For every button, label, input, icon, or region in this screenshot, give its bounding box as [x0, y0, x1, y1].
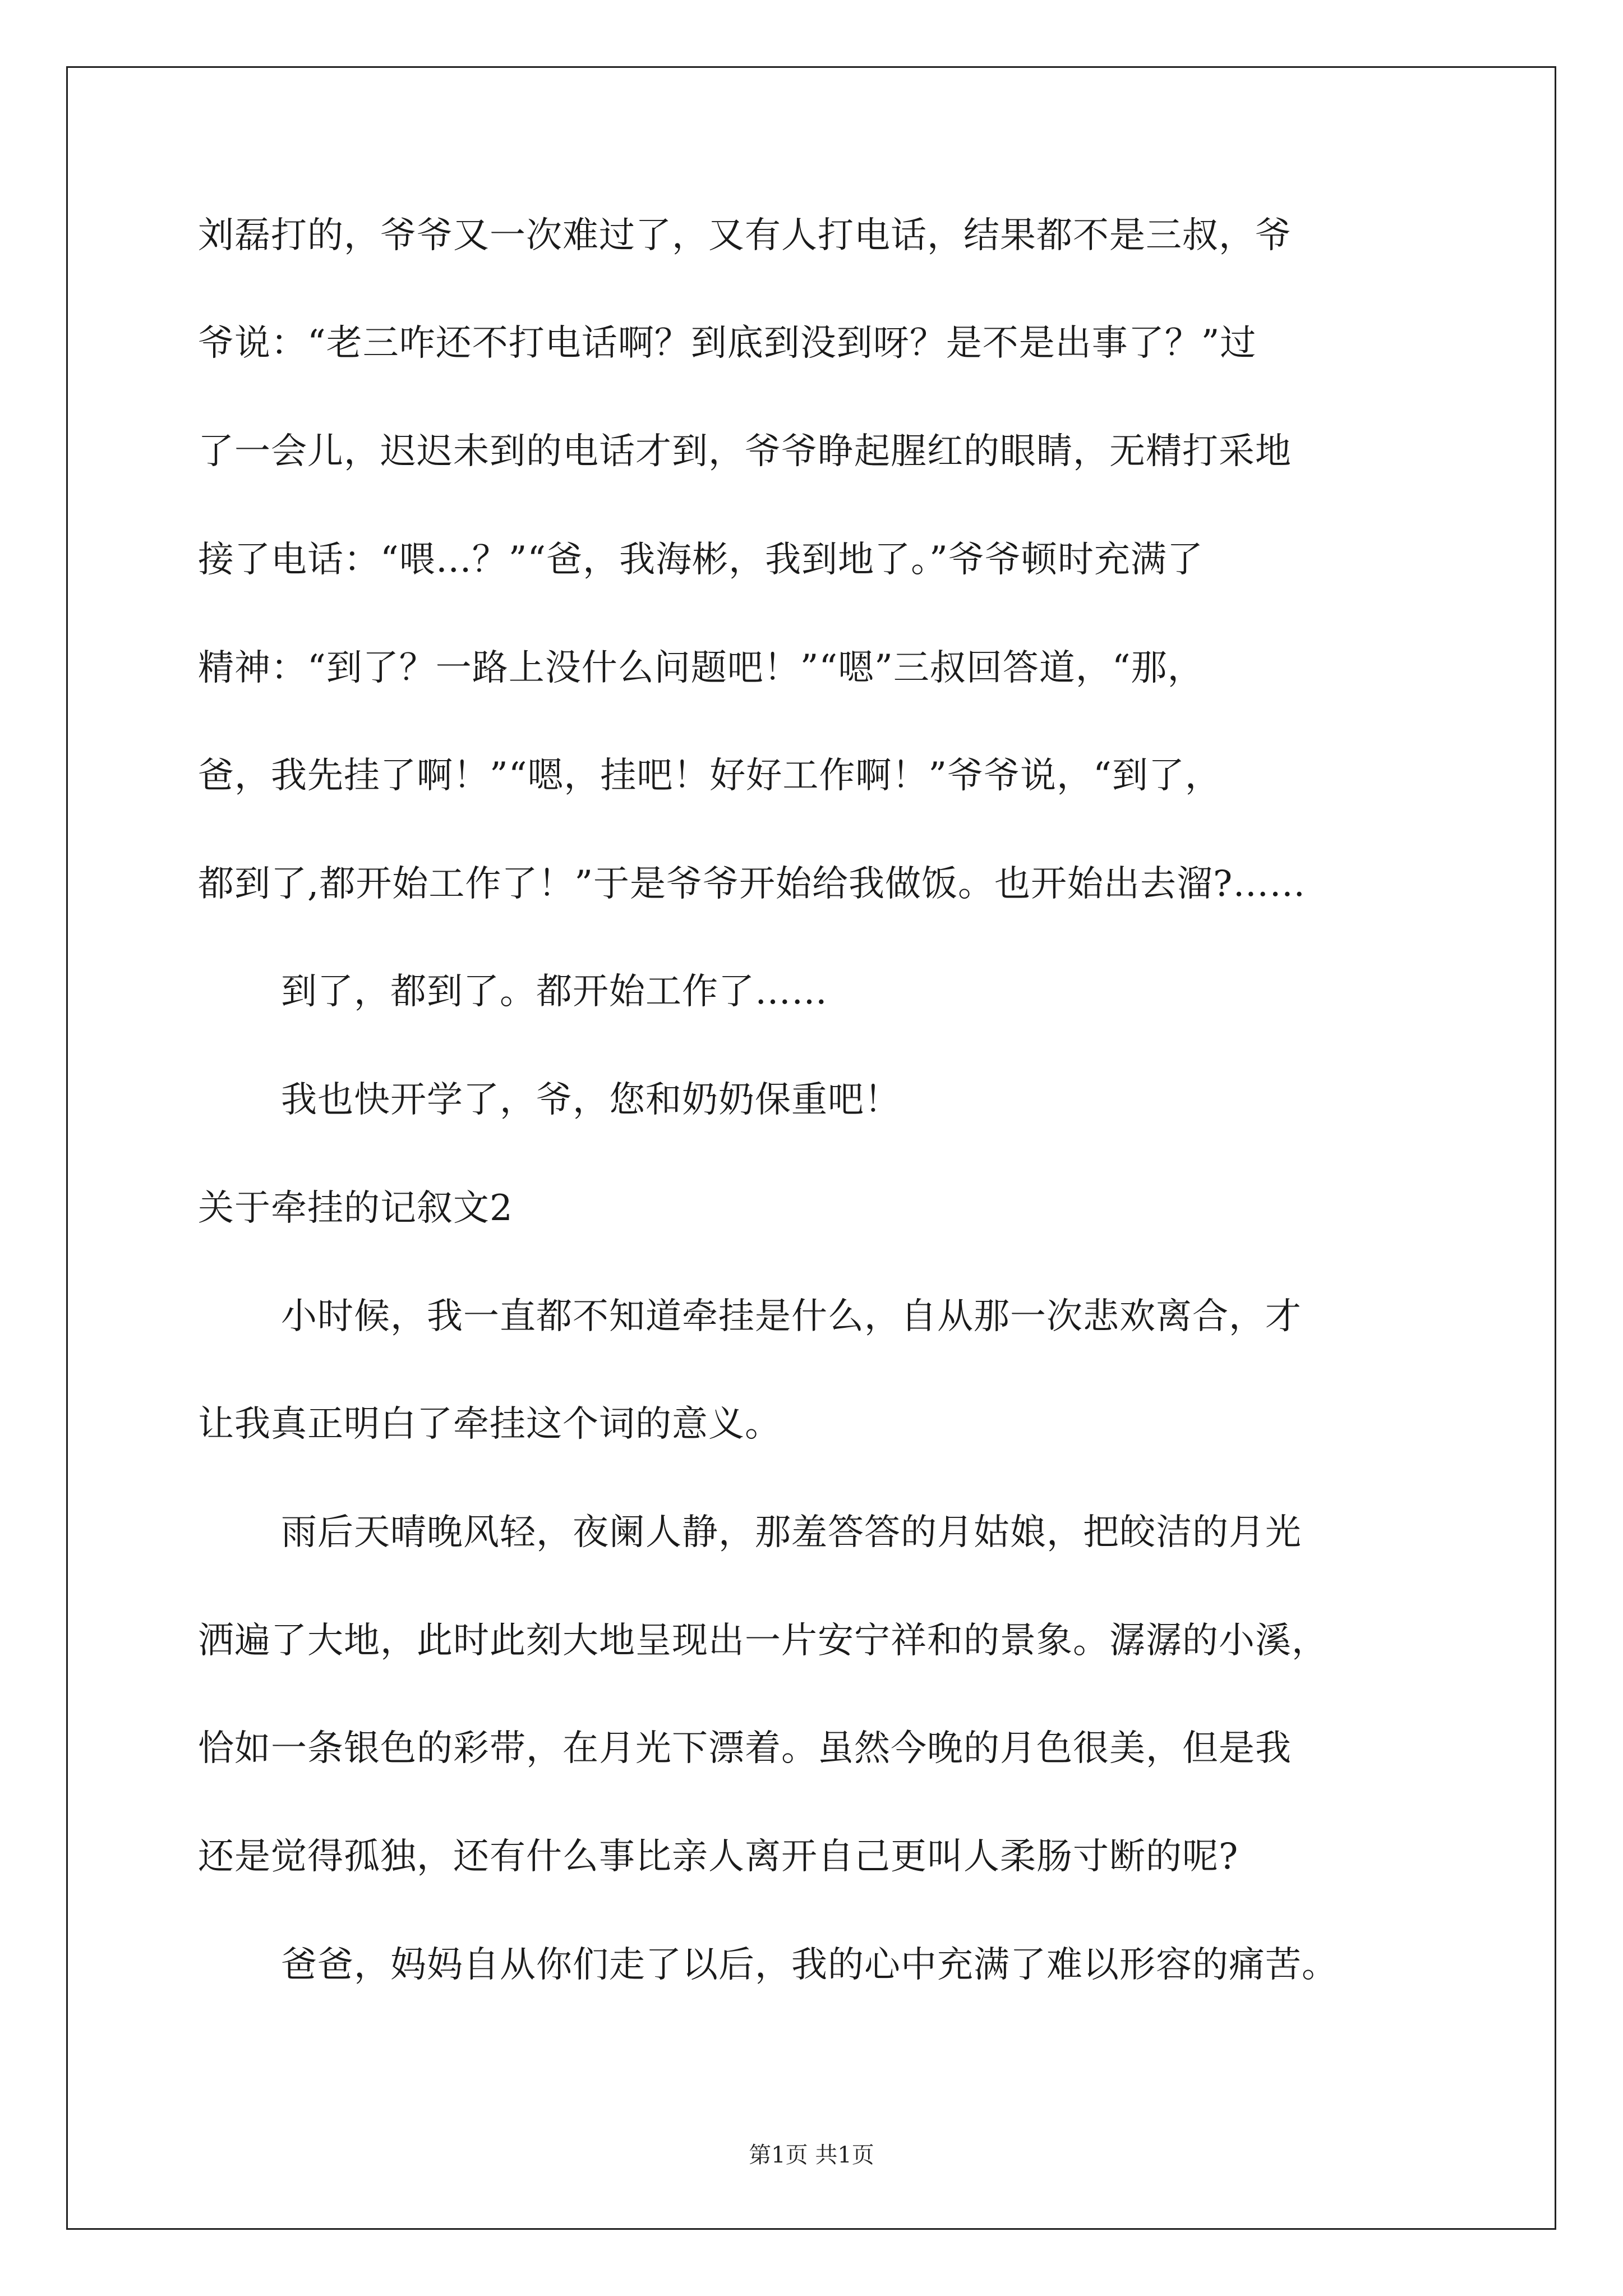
text-line: 雨后天晴晚风轻，夜阑人静，那羞答答的月姑娘，把皎洁的月光 — [281, 1512, 1302, 1553]
text-line: 洒遍了大地，此时此刻大地呈现出一片安宁祥和的景象。潺潺的小溪， — [198, 1620, 1328, 1662]
text-line: 都到了,都开始工作了！”于是爷爷开始给我做饭。也开始出去溜?…… — [198, 863, 1306, 905]
text-line: 还是觉得孤独，还有什么事比亲人离开自己更叫人柔肠寸断的呢? — [198, 1836, 1239, 1878]
text-line: 我也快开学了，爷，您和奶奶保重吧！ — [281, 1079, 901, 1121]
text-line: 了一会儿，迟迟未到的电话才到，爷爷睁起腥红的眼睛，无精打采地 — [198, 431, 1292, 472]
text-line: 接了电话：“喂…？”“爸，我海彬，我到地了。”爷爷顿时充满了 — [198, 539, 1204, 581]
page-number-footer: 第1页 共1页 — [749, 2142, 874, 2168]
text-line: 爸，我先挂了啊！”“嗯，挂吧！好好工作啊！”爷爷说，“到了， — [198, 755, 1221, 797]
text-line: 让我真正明白了牵挂这个词的意义。 — [198, 1404, 781, 1445]
text-line: 刘磊打的，爷爷又一次难过了，又有人打电话，结果都不是三叔，爷 — [198, 215, 1292, 256]
page-border — [66, 66, 1556, 2230]
text-line: 爸爸，妈妈自从你们走了以后，我的心中充满了难以形容的痛苦。 — [281, 1944, 1338, 1986]
text-line: 到了，都到了。都开始工作了…… — [281, 971, 828, 1013]
text-line: 精神：“到了？一路上没什么问题吧！”“嗯”三叔回答道，“那， — [198, 647, 1204, 689]
text-line: 爷说：“老三咋还不打电话啊？到底到没到呀？是不是出事了？”过 — [198, 323, 1257, 364]
text-line: 小时候，我一直都不知道牵挂是什么，自从那一次悲欢离合，才 — [281, 1296, 1302, 1337]
section-heading: 关于牵挂的记叙文2 — [198, 1188, 513, 1229]
text-line: 恰如一条银色的彩带，在月光下漂着。虽然今晚的月色很美，但是我 — [198, 1728, 1292, 1769]
